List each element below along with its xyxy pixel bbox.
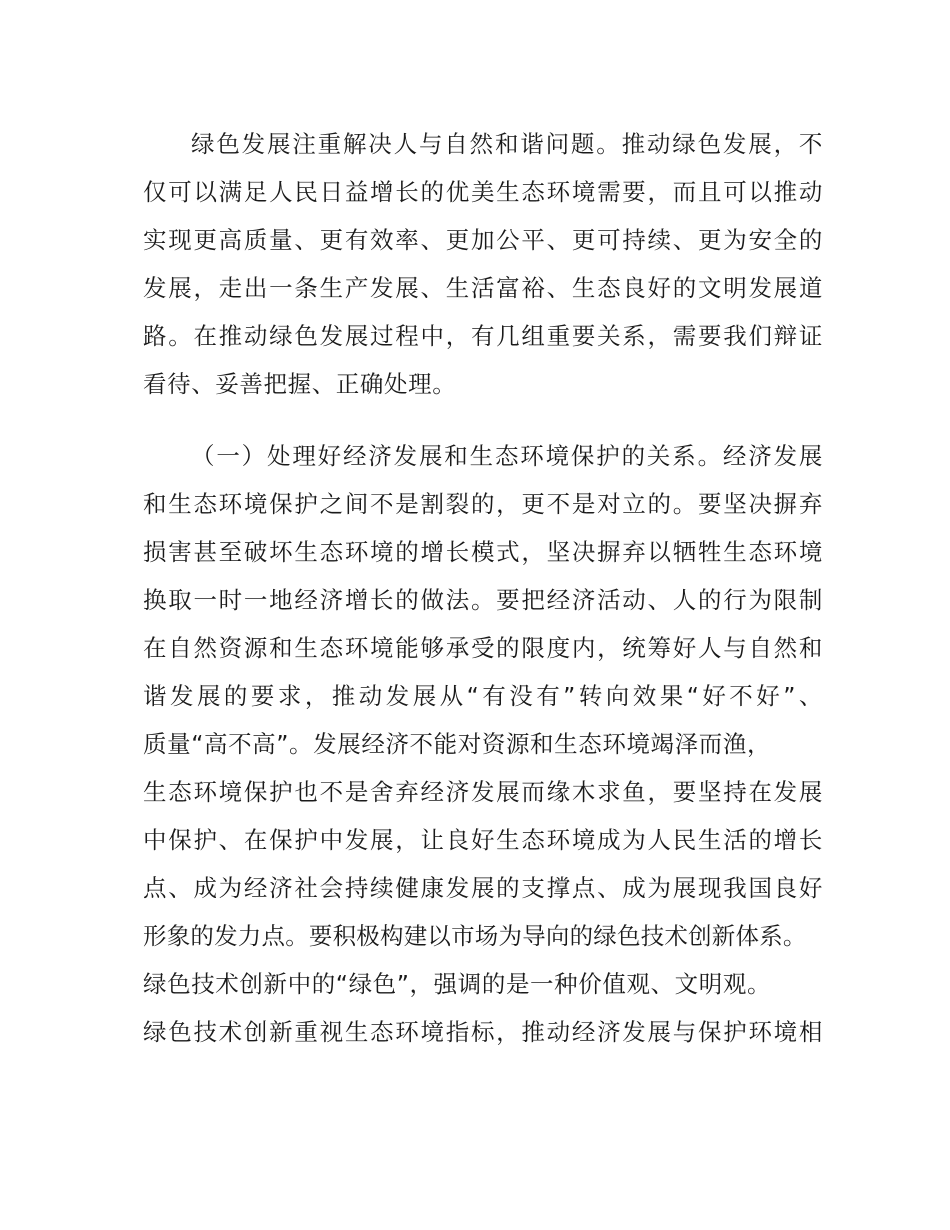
text-line: 仅可以满足人民日益增长的优美生态环境需要，而且可以推动: [143, 178, 823, 206]
text-line: （一）处理好经济发展和生态环境保护的关系。经济发展: [191, 442, 823, 470]
text-line: 损害甚至破坏生态环境的增长模式，坚决摒弃以牺牲生态环境: [143, 538, 823, 566]
text-line: 形象的发力点。要积极构建以市场为导向的绿色技术创新体系。: [143, 922, 807, 950]
text-line: 点、成为经济社会持续健康发展的支撑点、成为展现我国良好: [143, 874, 823, 902]
text-line: 实现更高质量、更有效率、更加公平、更可持续、更为安全的: [143, 226, 823, 254]
text-line: 发展，走出一条生产发展、生活富裕、生态良好的文明发展道: [143, 274, 823, 302]
text-line: 和生态环境保护之间不是割裂的，更不是对立的。要坚决摒弃: [143, 490, 823, 518]
text-line: 生态环境保护也不是舍弃经济发展而缘木求鱼，要坚持在发展: [143, 778, 823, 806]
text-line: 质量“高不高”。发展经济不能对资源和生态环境竭泽而渔，: [143, 730, 772, 758]
text-line: 绿色技术创新中的“绿色”，强调的是一种价值观、文明观。: [143, 970, 772, 998]
text-line: 换取一时一地经济增长的做法。要把经济活动、人的行为限制: [143, 586, 823, 614]
text-line: 中保护、在保护中发展，让良好生态环境成为人民生活的增长: [143, 826, 823, 854]
text-line: 看待、妥善把握、正确处理。: [143, 370, 457, 398]
text-line: 绿色技术创新重视生态环境指标，推动经济发展与保护环境相: [143, 1018, 823, 1046]
text-line: 绿色发展注重解决人与自然和谐问题。推动绿色发展，不: [191, 130, 823, 158]
text-line: 在自然资源和生态环境能够承受的限度内，统筹好人与自然和: [143, 634, 823, 662]
text-line: 谐发展的要求，推动发展从“有没有”转向效果“好不好”、: [143, 682, 823, 710]
text-line: 路。在推动绿色发展过程中，有几组重要关系，需要我们辩证: [143, 322, 823, 350]
